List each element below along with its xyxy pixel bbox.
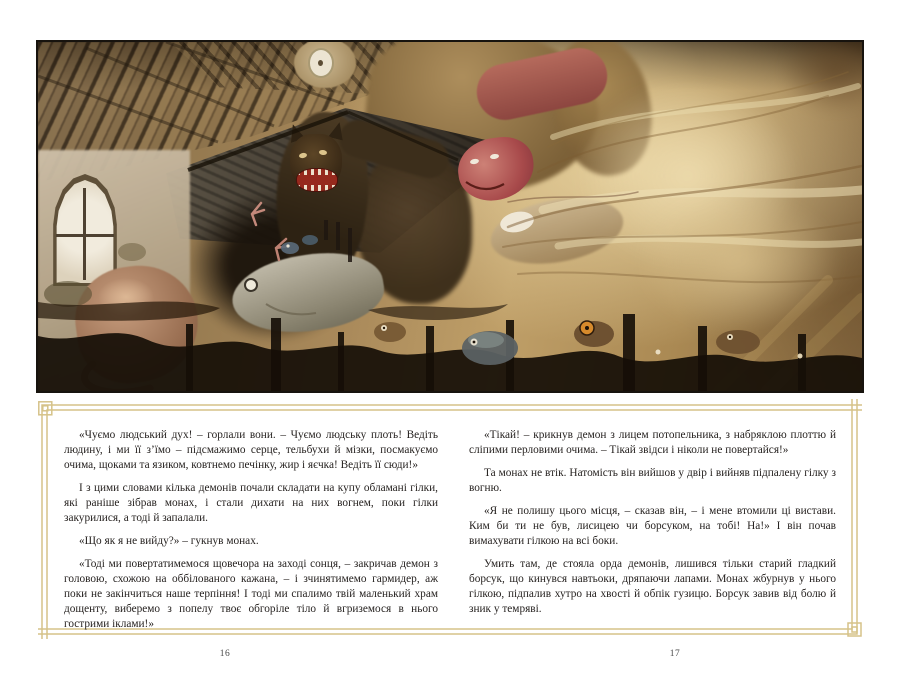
illustration [36, 40, 864, 393]
right-page-text [469, 428, 836, 625]
page-number-right: 17 [669, 649, 681, 659]
paragraph: Та монах не втік. Натомість він вийшов у двір і вийняв підпалену гілку з вогню. [469, 467, 836, 494]
paragraph: «Що як я не вийду?» – гукнув монах. [79, 535, 259, 547]
illustration-detail-overlay [38, 42, 862, 391]
paragraph: І з цими словами кілька демонів почали складати на купу обламані гілки, які раніше зібрав монах, і стали дихати на них вогнем, поки гілки закурилися, а тоді й запалали. [64, 482, 438, 524]
paragraph: «Я не полишу цього місця, – сказав він, – і мене втомили ці вистави. Ким би ти не був, лисицею чи борсуком, на тобі! На!» І він почав вимахувати гілкою на всі боки. [469, 505, 836, 547]
paragraph: Умить там, де стояла орда демонів, лишився тільки старий гладкий борсук, що кинувся навтьоки, дряпаючи лапами. Монах жбурнув у нього гілкою, підпалив хутро на хвості й обпік гузицю. Борсук завив від болю й зник у темряві. [469, 558, 836, 615]
paragraph: «Чуємо людський дух! – горлали вони. – Чуємо людську плоть! Ведіть людину, і ми її з’їмо – підсмажимо серце, тельбухи й мізки, посмакуємо очима, щоками та язиком, ковтнемо печінку, жир і яєчка! Ведіть її сюди!» [64, 429, 438, 471]
paragraph: «Тоді ми повертатимемося щовечора на заході сонця, – закричав демон з головою, схожою на оббілованого кажана, – і зчинятимемо гармидер, аж поки не закінчиться наше терпіння! І тоді ми спалимо твій маленький храм дощенту, виберемо з попелу твоє обгоріле тіло й вгриземося в нього гострими іклами!» [64, 558, 438, 630]
left-page-text [64, 428, 438, 640]
page-number-left: 16 [219, 649, 231, 659]
paragraph: «Тікай! – крикнув демон з лицем потопельника, з набряклою плоттю й сліпими перловими очима. – Тікай звідси і ніколи не повертайся!» [469, 429, 836, 456]
frame-corner-knot-top-left [39, 402, 52, 415]
